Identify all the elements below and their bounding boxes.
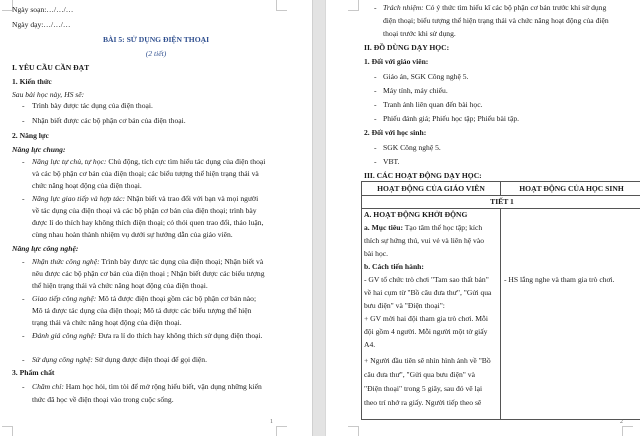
bullet-dash: - bbox=[374, 86, 377, 95]
bullet-dash: - bbox=[22, 331, 25, 340]
nl-tuchu-line: chức năng hoạt động của điện thoại. bbox=[32, 181, 142, 190]
nangluc-chung: Năng lực chung: bbox=[12, 145, 66, 154]
nl-giaotiep-line: về tác dụng của điện thoại và các bộ phận cơ bản của điện thoại; trình bày bbox=[32, 206, 257, 215]
page-number: 1 bbox=[270, 419, 273, 425]
cc-line: thức đã học về điện thoại vào trong cuộc sống. bbox=[32, 395, 174, 404]
bullet-dash: - bbox=[374, 157, 377, 166]
nl-giaotiep-text: Nhận biết và trao đổi với bạn và mọi người bbox=[124, 194, 259, 203]
dg-line bbox=[32, 331, 263, 341]
hs-heading: 2. Đối với học sinh: bbox=[364, 128, 427, 137]
cachtien-heading: b. Cách tiến hành: bbox=[364, 262, 424, 271]
nl-tuchu-text: Chủ động, tích cực tìm hiểu tác dụng của điện thoại bbox=[106, 157, 266, 166]
muctieu-line: bài học. bbox=[364, 249, 389, 258]
procedure-line: theo trí nhớ ra giấy. Người tiếp theo sẽ bbox=[364, 398, 482, 407]
kienthuc-item: Trình bày được tác dụng của điện thoại. bbox=[32, 101, 153, 110]
bullet-dash: - bbox=[22, 116, 25, 125]
tiet-row: TIẾT 1 bbox=[490, 197, 514, 206]
procedure-line: - GV tổ chức trò chơi "Tam sao thất bản" bbox=[364, 275, 489, 284]
sd-label: Sử dụng công nghệ: bbox=[32, 355, 93, 364]
gt-line bbox=[32, 294, 256, 304]
section-heading-2: II. ĐỒ DÙNG DẠY HỌC: bbox=[364, 43, 450, 52]
bullet-dash: - bbox=[374, 143, 377, 152]
nl-giaotiep-label: Năng lực giao tiếp và hợp tác: bbox=[32, 194, 125, 203]
lesson-title: BÀI 5: SỬ DỤNG ĐIỆN THOẠI bbox=[102, 35, 210, 44]
procedure-line: câu đưa thư", "Gửi qua bưu điện" và bbox=[364, 370, 475, 379]
document-page-2 bbox=[326, 0, 640, 436]
ngay-day: Ngày dạy:…/…/… bbox=[12, 20, 71, 29]
bullet-dash: - bbox=[22, 157, 25, 166]
margin-mark bbox=[276, 426, 287, 436]
section-heading-3: III. CÁC HOẠT ĐỘNG DẠY HỌC: bbox=[364, 171, 482, 180]
gv-item: Máy tính, máy chiếu. bbox=[383, 86, 448, 95]
page-gutter bbox=[312, 0, 326, 436]
phamchat-heading: 3. Phẩm chất bbox=[12, 368, 55, 377]
procedure-line: A4. bbox=[364, 340, 376, 349]
muctieu-text: Tạo tâm thế học tập; kích bbox=[403, 223, 483, 232]
cc-text: Ham học hỏi, tìm tòi để mở rộng hiểu biết, vận dụng những kiến bbox=[63, 382, 262, 391]
col-header-teacher: HOẠT ĐỘNG CỦA GIÁO VIÊN bbox=[377, 184, 485, 193]
gv-item: Giáo án, SGK Công nghệ 5. bbox=[383, 72, 469, 81]
bullet-dash: - bbox=[22, 101, 25, 110]
nt-line: nêu được các bộ phận cơ bản của điện thoại ; Nhận biết được các biểu tượng bbox=[32, 269, 265, 278]
student-activity: - HS lắng nghe và tham gia trò chơi. bbox=[504, 275, 615, 284]
gv-item: Phiếu đánh giá; Phiếu học tập; Phiếu bài tập. bbox=[383, 114, 520, 123]
muctieu-line: thích sự hứng thú, vui vẻ và liên hệ vào bbox=[364, 236, 485, 245]
margin-mark bbox=[276, 0, 287, 11]
nangluc-congnghe: Năng lực công nghệ: bbox=[12, 244, 79, 253]
procedure-line: bưu điện" và "Điện thoại": bbox=[364, 301, 445, 310]
hs-item: SGK Công nghệ 5. bbox=[383, 143, 441, 152]
nt-line bbox=[32, 257, 263, 267]
nt-line: thể hiện trạng thái và chức năng hoạt động của điện thoại. bbox=[32, 281, 208, 290]
bullet-dash: - bbox=[22, 355, 25, 364]
bullet-dash: - bbox=[374, 72, 377, 81]
ngay-soan: Ngày soạn:…/…/… bbox=[12, 5, 74, 14]
nt-text: Trình bày được tác dụng của điện thoại; Nhận biết và bbox=[99, 257, 264, 266]
section-heading-1: I. YÊU CẦU CẦN ĐẠT bbox=[12, 63, 90, 72]
dg-label: Đánh giá công nghệ: bbox=[32, 331, 97, 340]
cc-line bbox=[32, 382, 262, 392]
bullet-dash: - bbox=[22, 294, 25, 303]
nl-giaotiep-line: được lí do thích hay không thích điện thoại; có thói quen trao đổi, thảo luận, bbox=[32, 218, 264, 227]
procedure-line: về hai cụm từ "Bồ câu đưa thư", "Gửi qua bbox=[364, 288, 492, 297]
procedure-line: "Điện thoại" trong 5 giây, sau đó vẽ lại bbox=[364, 384, 483, 393]
tn-line bbox=[383, 3, 606, 13]
gv-item: Tranh ảnh liên quan đến bài học. bbox=[383, 100, 483, 109]
gt-text: Mô tả được điện thoại gồm các bộ phận cơ bản nào; bbox=[96, 294, 257, 303]
procedure-line: đội gồm 4 người. Mỗi người một tờ giấy bbox=[364, 327, 488, 336]
bullet-dash: - bbox=[22, 382, 25, 391]
gv-heading: 1. Đối với giáo viên: bbox=[364, 57, 429, 66]
table-divider bbox=[361, 195, 640, 196]
tn-label: Trách nhiệm: bbox=[383, 3, 424, 12]
nl-tuchu-label: Năng lực tự chủ, tự học: bbox=[32, 157, 107, 166]
page-number: 2 bbox=[620, 419, 623, 425]
nl-tuchu-line bbox=[32, 157, 265, 167]
gt-label: Giao tiếp công nghệ: bbox=[32, 294, 97, 303]
gt-line: trạng thái và chức năng hoạt động của điện thoại. bbox=[32, 318, 182, 327]
dg-text: Đưa ra lí do thích hay không thích sử dụng điện thoại. bbox=[96, 331, 263, 340]
kienthuc-item: Nhận biết được các bộ phận cơ bản của điện thoại. bbox=[32, 116, 186, 125]
bullet-dash: - bbox=[374, 114, 377, 123]
nl-giaotiep-line bbox=[32, 194, 258, 204]
kienthuc-intro: Sau bài học này, HS sẽ: bbox=[12, 90, 85, 99]
sd-text: Sử dụng được điện thoại để gọi điện. bbox=[92, 355, 207, 364]
margin-mark bbox=[348, 426, 359, 436]
bullet-dash: - bbox=[22, 194, 25, 203]
procedure-line: + Người đầu tiên sẽ nhìn hình ảnh về "Bồ bbox=[364, 356, 491, 365]
lesson-subtitle: (2 tiết) bbox=[145, 49, 167, 58]
tn-text: Có ý thức tìm hiểu kĩ các bộ phận cơ bản trước khi sử dụng bbox=[423, 3, 607, 12]
table-divider bbox=[500, 208, 501, 420]
tn-line: thoại trước khi sử dụng. bbox=[383, 29, 456, 38]
gt-line: Mô tả được tác dụng của điện thoại; Mô tả được các biểu tượng thể hiện bbox=[32, 306, 252, 315]
document-page-1 bbox=[0, 0, 312, 436]
activity-heading: A. HOẠT ĐỘNG KHỞI ĐỘNG bbox=[364, 210, 468, 219]
bullet-dash: - bbox=[374, 3, 377, 12]
procedure-line: + GV mời hai đội tham gia trò chơi. Mỗi bbox=[364, 314, 488, 323]
nangluc-heading: 2. Năng lực bbox=[12, 131, 49, 140]
nl-giaotiep-line: cùng nhau hoàn thành nhiệm vụ dưới sự hướng dẫn của giáo viên. bbox=[32, 230, 233, 239]
bullet-dash: - bbox=[374, 100, 377, 109]
hs-item: VBT. bbox=[383, 157, 400, 166]
tn-line: điện thoại; biểu tượng thể hiện trạng thái và chức năng hoạt động của điện bbox=[383, 16, 609, 25]
margin-mark bbox=[2, 426, 13, 436]
margin-mark bbox=[348, 0, 359, 11]
cc-label: Chăm chỉ: bbox=[32, 382, 64, 391]
nl-tuchu-line: và các bộ phận cơ bản của điện thoại; các biểu tượng thể hiện trạng thái và bbox=[32, 169, 259, 178]
nt-label: Nhận thức công nghệ: bbox=[32, 257, 100, 266]
bullet-dash: - bbox=[22, 257, 25, 266]
col-header-student: HOẠT ĐỘNG CỦA HỌC SINH bbox=[519, 184, 624, 193]
muctieu-line bbox=[364, 223, 482, 233]
kienthuc-heading: 1. Kiến thức bbox=[12, 77, 52, 86]
muctieu-label: a. Mục tiêu: bbox=[364, 223, 404, 232]
sd-line bbox=[32, 355, 207, 365]
margin-mark bbox=[622, 426, 633, 436]
